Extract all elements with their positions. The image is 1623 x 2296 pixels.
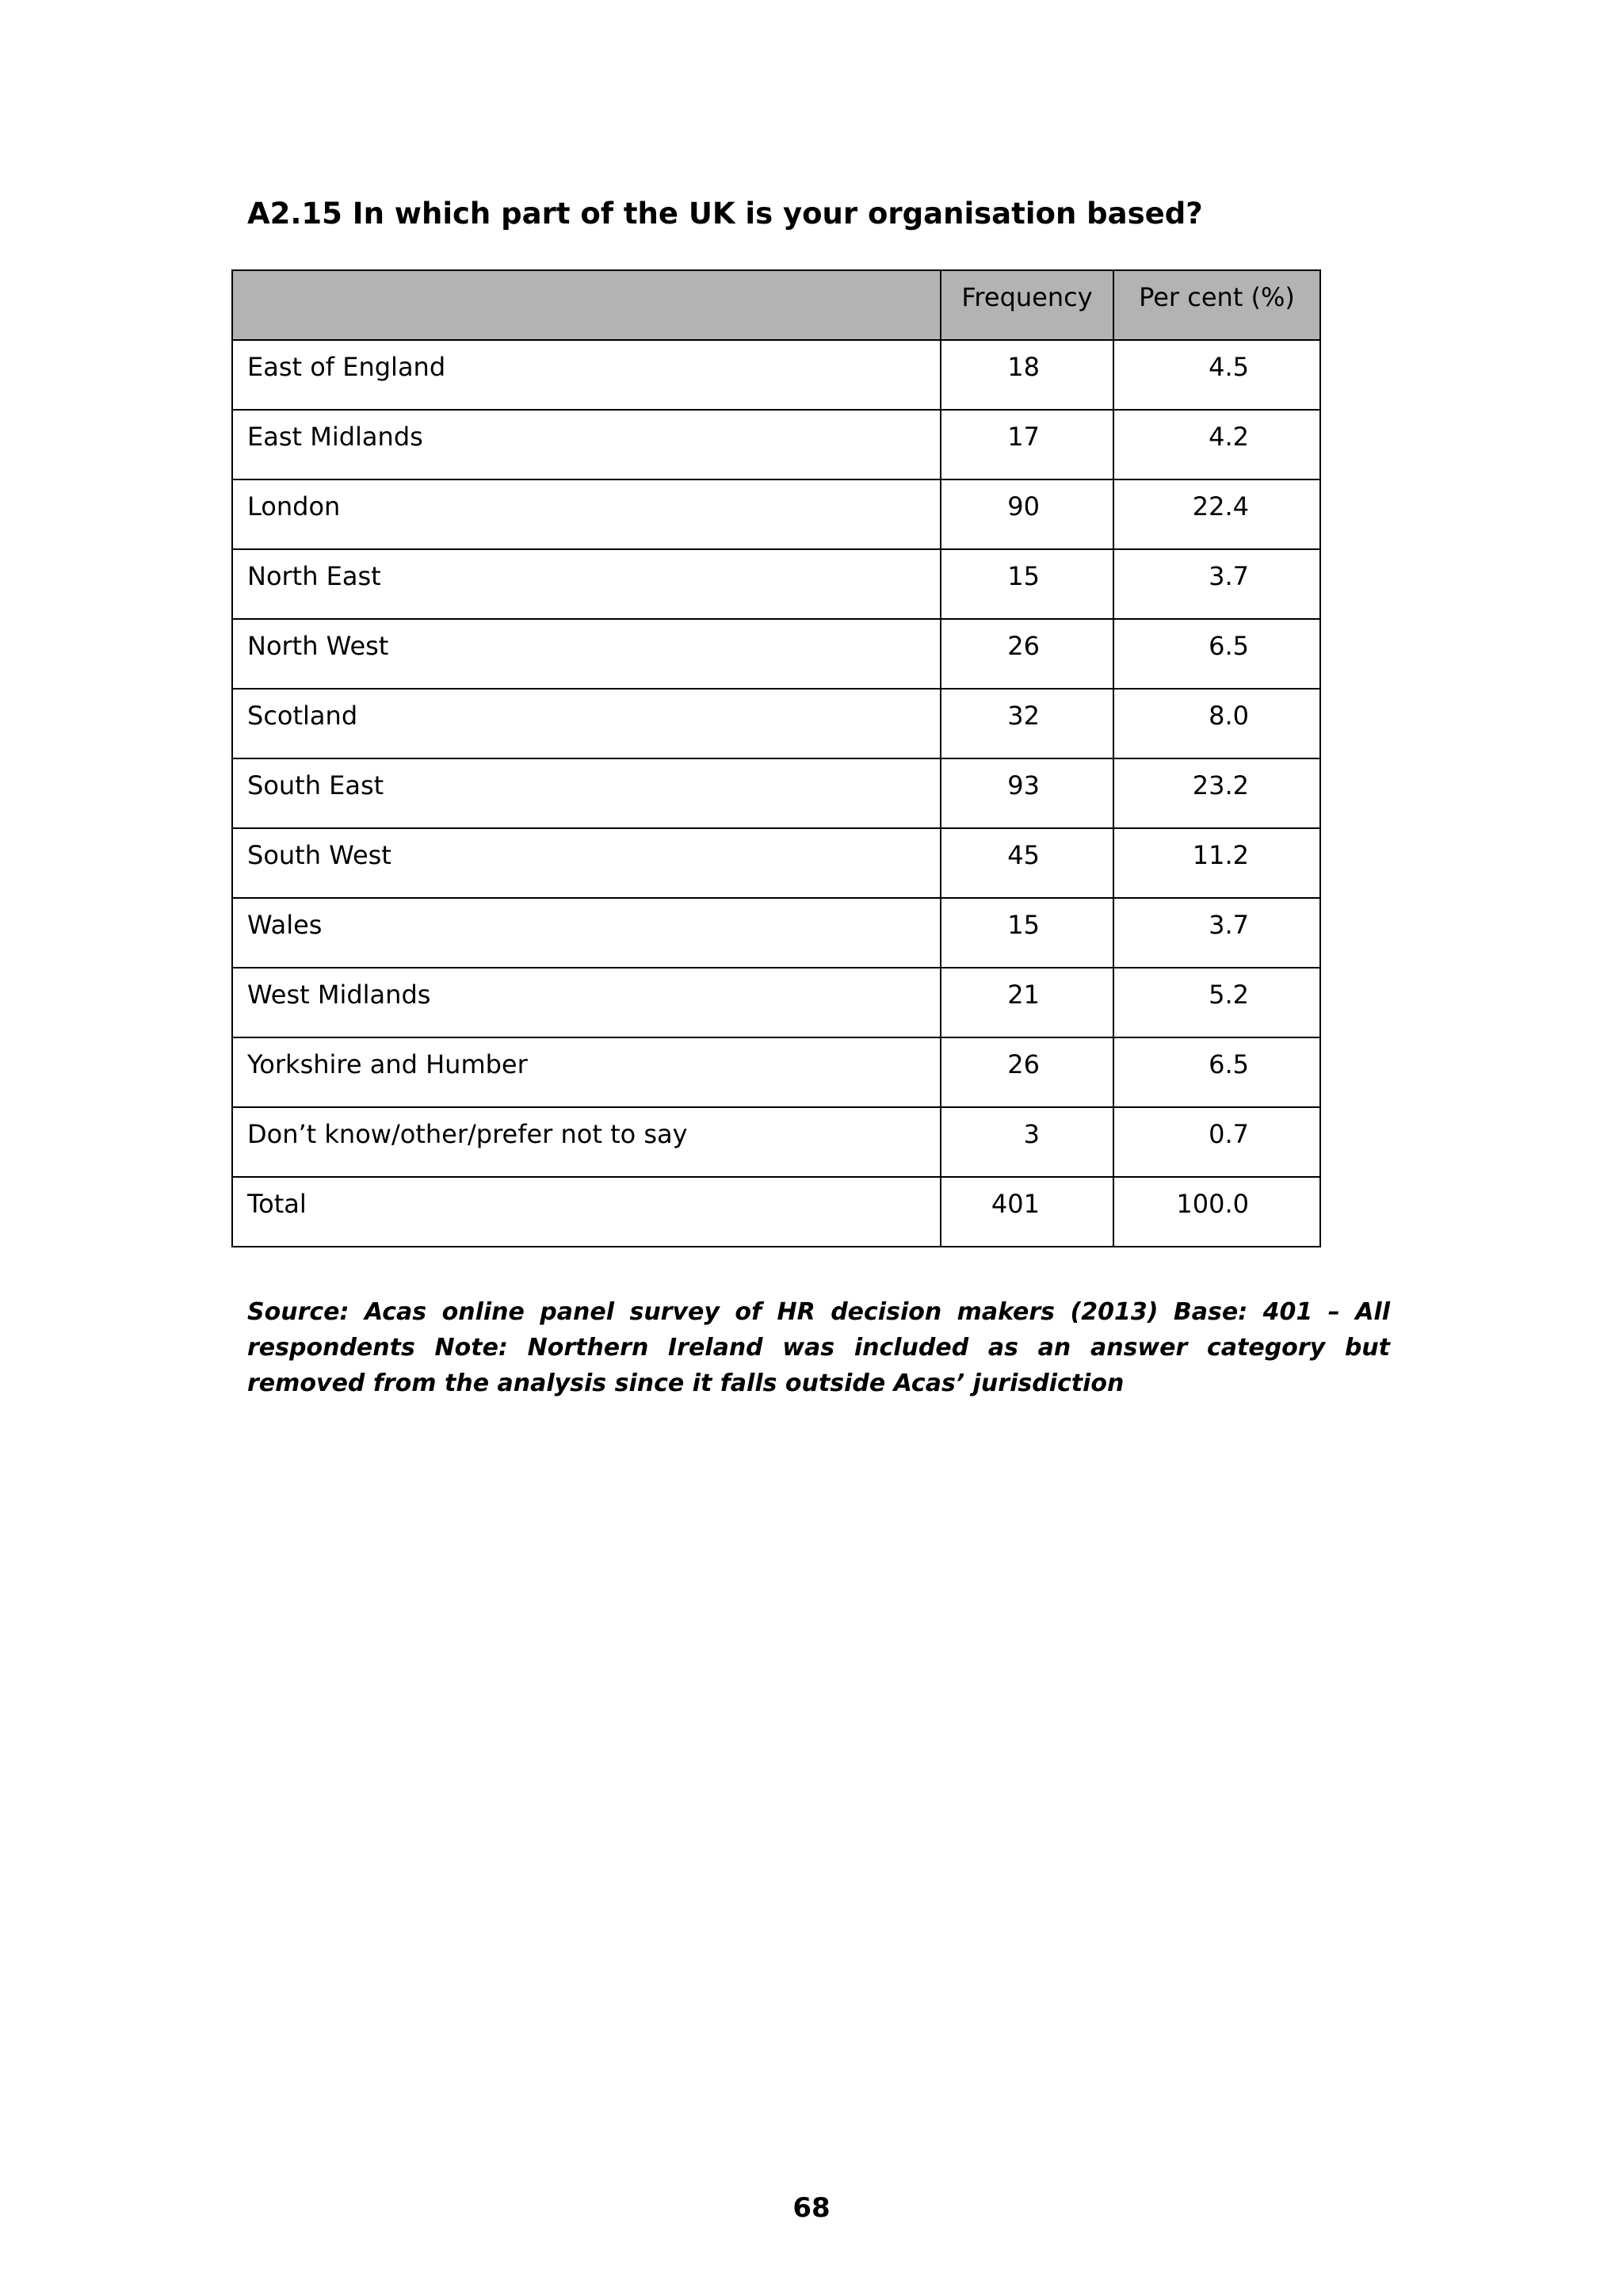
region-label: North West [232, 619, 941, 689]
table-row [232, 479, 1320, 549]
percent-cell: 3.7 [1113, 549, 1320, 619]
total-frequency-cell: 401 [941, 1177, 1113, 1247]
header-frequency: Frequency [941, 270, 1113, 340]
region-label: West Midlands [232, 968, 941, 1037]
frequency-cell: 32 [941, 689, 1113, 758]
frequency-cell: 90 [941, 479, 1113, 549]
table-row [232, 968, 1320, 1037]
frequency-cell: 15 [941, 549, 1113, 619]
percent-cell: 23.2 [1113, 758, 1320, 828]
percent-cell: 4.2 [1113, 410, 1320, 479]
table-header-row [232, 270, 1320, 340]
region-label: South West [232, 828, 941, 898]
table-row [232, 410, 1320, 479]
frequency-cell: 26 [941, 1037, 1113, 1107]
source-note: Source: Acas online panel survey of HR decision makers (2013) Base: 401 – All respondents Note: Northern Ireland was included as an answer category but removed from the analysis since it falls outside Acas’ jurisdiction [247, 1298, 1390, 1397]
frequency-cell: 3 [941, 1107, 1113, 1177]
frequency-cell: 18 [941, 340, 1113, 410]
table-row [232, 1107, 1320, 1177]
region-label: Yorkshire and Humber [232, 1037, 941, 1107]
frequency-cell: 15 [941, 898, 1113, 968]
frequency-cell: 17 [941, 410, 1113, 479]
percent-cell: 8.0 [1113, 689, 1320, 758]
frequency-cell: 45 [941, 828, 1113, 898]
page-title: A2.15 In which part of the UK is your organisation based? [247, 197, 1203, 231]
region-label: South East [232, 758, 941, 828]
frequency-cell: 93 [941, 758, 1113, 828]
table-row [232, 898, 1320, 968]
percent-cell: 22.4 [1113, 479, 1320, 549]
region-label: London [232, 479, 941, 549]
page-number: 68 [792, 2192, 831, 2224]
table-total-row [232, 1177, 1320, 1247]
table-row [232, 619, 1320, 689]
percent-cell: 4.5 [1113, 340, 1320, 410]
percent-cell: 11.2 [1113, 828, 1320, 898]
table-row [232, 340, 1320, 410]
frequency-table [231, 269, 1321, 1247]
region-label: Scotland [232, 689, 941, 758]
header-label [232, 270, 941, 340]
percent-cell: 6.5 [1113, 619, 1320, 689]
region-label: Wales [232, 898, 941, 968]
frequency-cell: 21 [941, 968, 1113, 1037]
percent-cell: 0.7 [1113, 1107, 1320, 1177]
region-label: East of England [232, 340, 941, 410]
total-percent-cell: 100.0 [1113, 1177, 1320, 1247]
table-row [232, 549, 1320, 619]
table-row [232, 1037, 1320, 1107]
frequency-cell: 26 [941, 619, 1113, 689]
table-row [232, 689, 1320, 758]
percent-cell: 6.5 [1113, 1037, 1320, 1107]
table-row [232, 828, 1320, 898]
percent-cell: 3.7 [1113, 898, 1320, 968]
table-row [232, 758, 1320, 828]
header-percent: Per cent (%) [1113, 270, 1320, 340]
region-label: North East [232, 549, 941, 619]
region-label: East Midlands [232, 410, 941, 479]
region-label: Don’t know/other/prefer not to say [232, 1107, 941, 1177]
percent-cell: 5.2 [1113, 968, 1320, 1037]
total-label: Total [232, 1177, 941, 1247]
